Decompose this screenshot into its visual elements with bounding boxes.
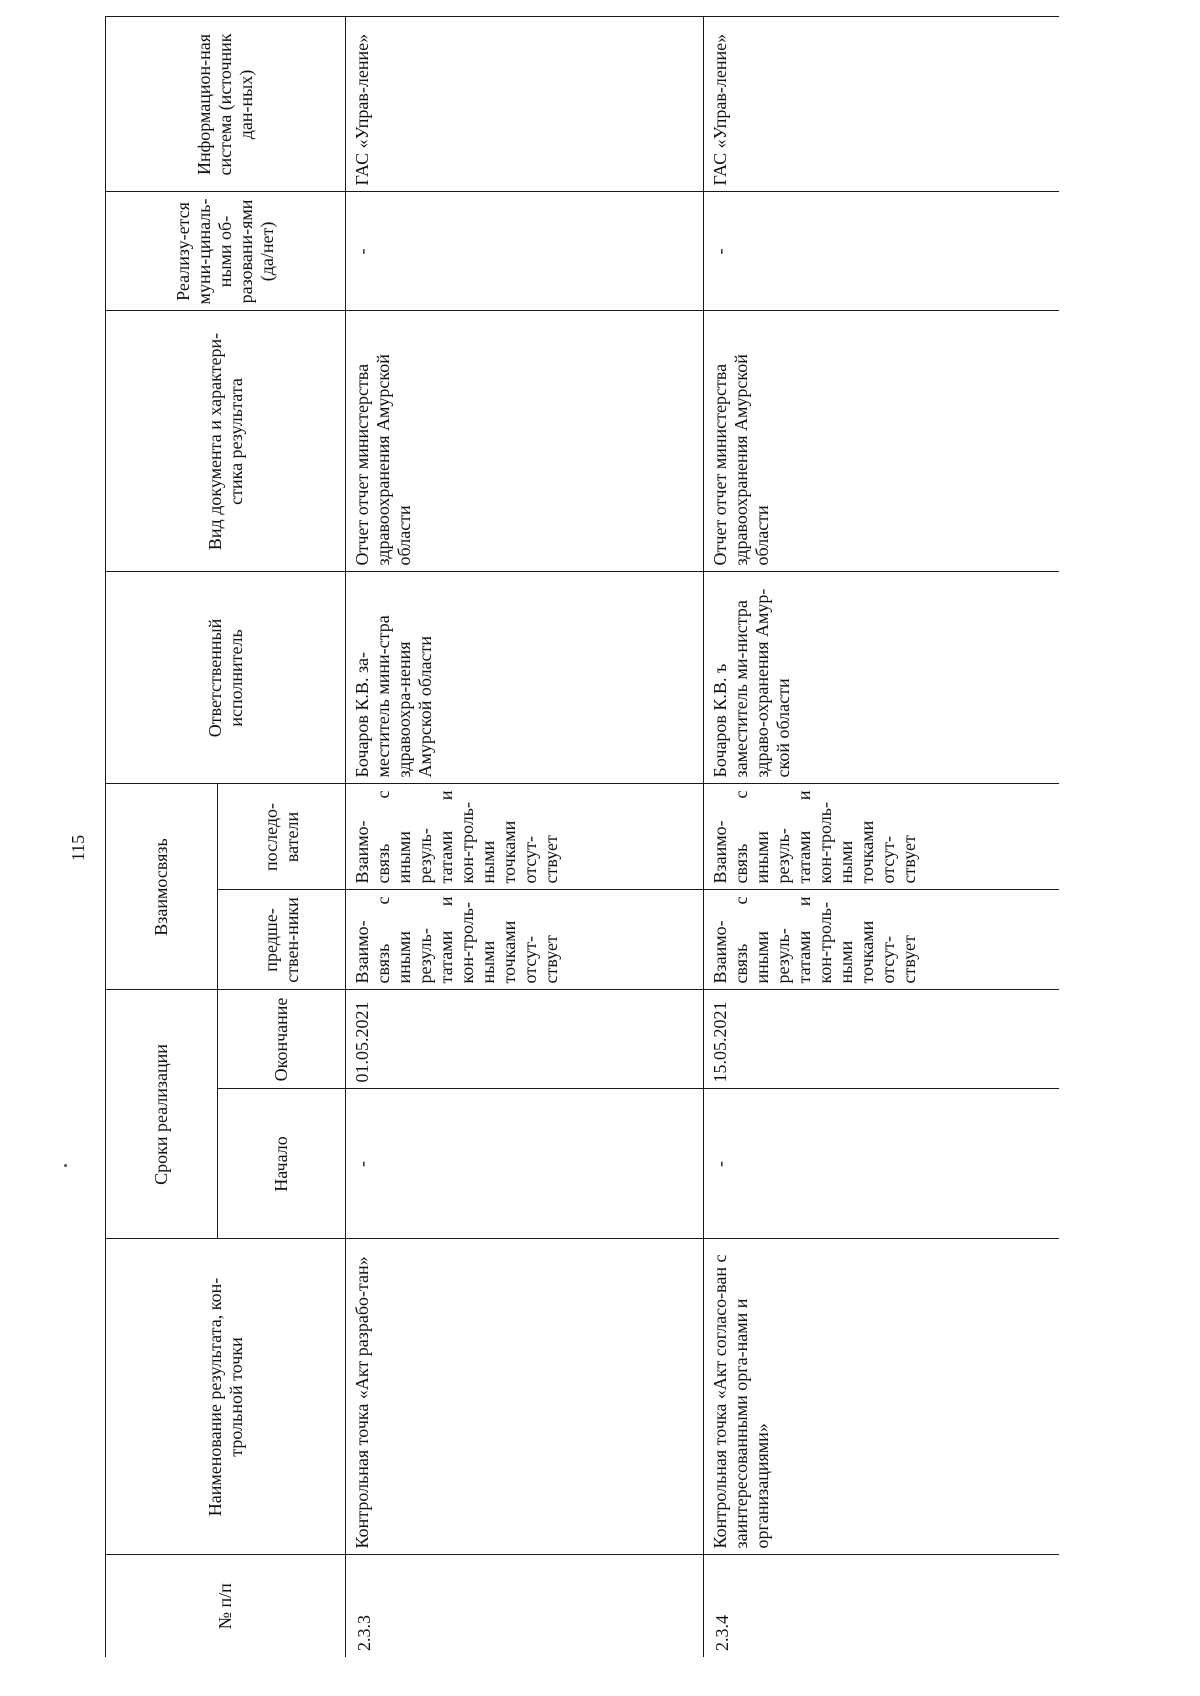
row-predecessors: Взаимо-связь с иными резуль-татами и кон-троль-ными точками отсут-ствует [346,890,704,990]
header-document: Вид документа и характери-стика результата [106,311,346,572]
header-terms-start: Начало [218,1089,346,1239]
row-document: Отчет отчет министерства здравоохранения Амурской области [346,311,704,572]
row-end: 15.05.2021 [704,990,1059,1089]
row-municipal: - [346,192,704,311]
header-num: № п/п [106,1555,346,1657]
header-relation-pred: предше-ствен-ники [218,890,346,990]
row-name: Контрольная точка «Акт согласо-ван с заинтересованными орга-нами и организациями» [704,1239,1059,1555]
row-successors: Взаимо-связь с иными резуль-татами и кон-троль-ными точками отсут-ствует [704,784,1059,890]
header-relation: Взаимосвязь [106,784,218,990]
row-name: Контрольная точка «Акт разрабо-тан» [346,1239,704,1555]
scan-speck [64,1164,67,1167]
page-number: 115 [68,834,88,862]
header-infosys: Информацион-ная система (источник дан-ных) [106,17,346,192]
row-municipal: - [704,192,1059,311]
header-terms: Сроки реализации [106,990,218,1239]
header-executor: Ответственный исполнитель [106,572,346,784]
row-successors: Взаимо-связь с иными резуль-татами и кон-троль-ными точками отсут-ствует [346,784,704,890]
row-start: - [346,1089,704,1239]
row-infosys: ГАС «Управ-ление» [704,17,1059,192]
row-predecessors: Взаимо-связь с иными резуль-татами и кон-троль-ными точками отсут-ствует [704,890,1059,990]
header-terms-end: Окончание [218,990,346,1089]
rotated-table-wrapper [105,17,1058,1657]
row-num: 2.3.4 [704,1555,1059,1657]
header-row-1 [106,17,218,1657]
table-row [704,17,1059,1657]
row-num: 2.3.3 [346,1555,704,1657]
header-name: Наименование результата, кон-трольной точки [106,1239,346,1555]
row-executor: Бочаров К.В. ъ заместитель ми-нистра здраво-охранения Амур-ской области [704,572,1059,784]
header-relation-succ: последо-ватели [218,784,346,890]
row-end: 01.05.2021 [346,990,704,1089]
results-table [105,16,1059,1657]
table-row [346,17,704,1657]
row-start: - [704,1089,1059,1239]
row-document: Отчет отчет министерства здравоохранения Амурской области [704,311,1059,572]
row-executor: Бочаров К.В. за-меститель мини-стра здравоохра-нения Амурской области [346,572,704,784]
row-infosys: ГАС «Управ-ление» [346,17,704,192]
header-municipal: Реализу-ется муни-циналь-ными об-разовани-ями (да/нет) [106,192,346,311]
